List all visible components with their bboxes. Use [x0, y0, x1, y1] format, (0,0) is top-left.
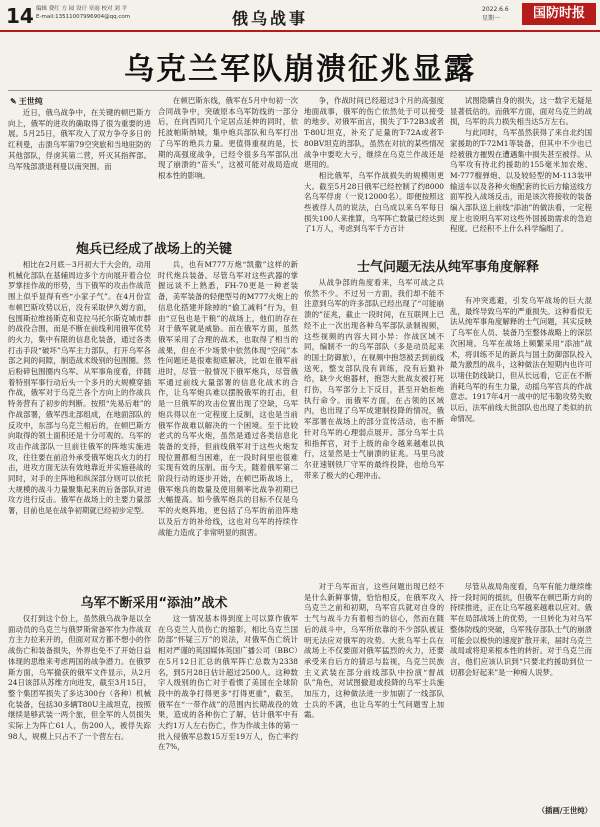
morale-col-1: 从战争部的角度看来，乌军可战之兵依然不少。不过另一方面，我们却不能不注意到乌军的许多部队已经出现了“可能崩溃的”征兆，截止一段时间，在互联网上已经不止一次出现各种乌军部队录制视频，这些视频的内容大同小异：作战区域不同，编制不一的乌军部队（多是动员起来的国土防御旅），在视频中抱怨被丢到前线送死，整支部队没有训练，没有后勤补给，缺少火炮器材，抱怨大批战友被打死打伤，乌军部分上下反目，甚至开始拒绝执行命令。而俄军方面，在占领的区域内，也出现了乌军成建制投降的情况，俄军部署在战场上的部分宣传活动，也不断针对乌军的心理弱点展开。部分乌军士兵和指挥官，对于上级的命令越来越难以执行，这显然是士气崩溃的征兆。马里乌波尔亚速钢铁厂守军的最终投降，也给乌军带来了极大的心理冲击。: [304, 278, 444, 480]
subheading-artillery: 炮兵已经成了战场上的关键: [75, 242, 232, 257]
article-headline: 乌克兰军队崩溃征兆显露: [124, 52, 476, 87]
article-signoff: （插画/王世纯）: [537, 806, 592, 815]
morale-col-4: 尽管从战局角度看，乌军有能力继续维持一段时间的抵抗，但俄军在顿巴斯方向的持续推进，正在让乌军越来越难以应对。俄军在局部战场上的优势，一旦转化为对乌军整体防线的突破，乌军残存部队士气的崩溃可能会以极快的速度扩散开来，届时乌克兰战局或将迎来根本性的转折。对于乌克兰而言，他们应该认识到“只要北约援助到位一切都会好起来”是一种痴人说梦。: [450, 582, 592, 677]
intro-col-4: 试图隐瞒自身的损失，这一数字无疑是显著低估的。而俄军方面，面对乌克兰的战损，乌军的兵力损失相当达5万左右。 与此同时，乌军虽然获得了来自北约国家援助的T-72M1等装备，但其中不少也已经被俄方摧毁在遭遇集中损失甚至被俘。从乌军攻有待北约援助的155毫米加农炮、M-777榴弹炮、以及较轻型的M-113装甲输送车以及各种火炮配套的长后方输送线方面军投入战场反击，而是该次将接收的装备编入部队送上前线“添油”的做法看，一定程度上也说明乌军对这些外国援助需求的急迫程度。已经积不上什么科学编组了。: [450, 96, 592, 234]
intro-col-2: 在顿巴斯东线，俄军在5月中旬初一次合同战争中，突破原本乌军防线的一部分后，在向西同几个定居点延伸的同时，依托波帕斯纳城，集中炮兵部队和乌军打出了乌军的绝兵力量。更值得重视的是，长期的高强度战争，已经令很多乌军部队出现了崩溃的“苗头”，这被可能对战局造成根本性的影响。: [158, 96, 298, 180]
weekday-text: 星期一: [482, 15, 501, 22]
tactics-col-1: 仅打到这个份上，虽然俄乌战争是以全面动员的乌克兰与俄罗斯常备军作为作战双方主力拉来开的，但面对双方都不想小的作战伤亡和装备损失，外界也免不了开始日益体现的思维来考虑两国的战争潜力。在俄罗斯方面，乌军撤获的俄军文件显示，从2月24日该部从苏维方向进发，截至3月15日，整个集团军损失了多达300台（各种）机械化装备，包括30多辆T80U主战坦克，按照继续是够武装一两个旅，但全军的人员损失实际上为阵亡61人，伤200人，被俘失踪98人，规模上只占不了一个营左右。: [8, 614, 151, 741]
artillery-col-2: 兵，也有M777万炮“凯撒”这样的新时代炮兵装备。尽管乌军对这些武器的掌握远谈不上熟悉，FH-70更是一种老装备，美军装备的轻便型号的M777火炮上的信息化搭建并除掉的“偷工减料”行为，但由“豆包也是干粮”的战场上，他们的存在对于俄军就是威胁。而在俄军方面，虽然俄军采用了合理的战术，也取得了相当的战果，但在不少场景中依然体现“空间”本性问题还是很难彻底解决，比如在俄军前进时，尽管一般情况下俄军炮兵，尽管俄军通过前线大量部署的信息化战术的合作，让乌军炮兵难以摆脱俄军的打击，但是一旦俄军的攻击位置出现了空缺，乌军炮兵得以在一定程度上反制，这也是当前俄军作战难以解决的一个困境。至于比较老式的乌军火炮，虽然是通过各类信息化装备的支持，但前线俄军对于这些火炮发现位置都相当困难，在一段时间里也很难实现有效的压制。而今天，随着俄军第二阶段行动的逐步开始，在顿巴斯战场上，俄军炮兵的数量及使用频率比战争初期已大幅提高。如今俄军炮兵的目标不仅是乌军的火炮阵地，更包括了乌军的前沿阵地以及后方的补给线，这也对乌军的持续作战能力造成了非常明显的损害。: [158, 260, 298, 537]
author-name: 王世纯: [18, 96, 43, 106]
editor-names: 编辑 费红 方 园 设计 章雨 校对 刘 平: [36, 6, 127, 12]
intro-col-1: 近日，俄乌战争中，在关键的顿巴斯方向上，俄军的进攻的确取得了很为重要的进展。5月25日，俄军攻入了双方争夺多日的红利曼，击溃乌军第79空突旅和当地驻防的其他部队，俘虏其第二营，歼灭其指挥部。乌军残部溃退利曼以南突围。而: [8, 108, 151, 171]
page-number: 14: [6, 4, 34, 28]
byline: [10, 96, 43, 107]
section-title: 俄乌战事: [232, 9, 309, 28]
editor-email: E-mail:13511007996904@qq.com: [36, 14, 131, 20]
headline-divider: [8, 90, 592, 91]
editor-credits: [36, 5, 130, 21]
pen-icon: ✎: [10, 96, 17, 106]
date-text: 2022.6.6: [482, 6, 509, 13]
morale-col-2: 有冲突逃避，引发乌军战场的巨大混乱，最终导致乌军的严重损失。这种看似无法从纯军事角度解释的士气问题，其实反映了乌军在人员、装备乃至整体战略上的深层次困境。乌军在战场上频繁采用“添油”战术，将训练不足的新兵与国土防御部队投入最为激烈的战斗，这种做法在短期内也许可以堵住防线缺口，但从长远看，它正在不断消耗乌军的有生力量，动摇乌军官兵的作战意志。1917年4月一战中的尼韦勒攻势失败以后，法军前线大批部队也出现了类似的抗命情况。: [450, 296, 592, 423]
morale-col-3: 对于乌军而言，这些问题出现已经不是什么新鲜事情，恰恰相反，在俄军攻入乌克兰之前和初期，乌军官兵就对自身的士气与战斗力有着相当的信心，然而在随后的战斗中，乌军所依靠的不少部队被证明无法应对俄军的攻势。大批乌军士兵在战场上不仅要面对俄军猛烈的火力，还要承受来自后方的猜忌与监视，乌克兰民族主义武装在部分前线部队中扮演“督战队”角色，对试图撤退或投降的乌军士兵施加压力，这种做法进一步加剧了一线部队士兵的不满，也让乌军的士气问题雪上加霜。: [304, 582, 444, 720]
subheading-morale: 士气问题无法从纯军事角度解释: [356, 260, 539, 275]
page-header: [0, 0, 600, 32]
issue-date: [482, 5, 509, 23]
newspaper-logo: 国防时报: [522, 3, 596, 25]
tactics-col-2: 这一情况基本得到度上可以算作俄军在乌克兰人员伤亡的缩影，相比乌克兰国防部“怀疑三万”的说法，对俄军伤亡统计相对严谨的英国媒体英国广播公司（BBC）在5月12日汇总的俄军阵亡总数为2338名，到5月28日估计超过2500人。这种数字人级别的伤亡对于看惯了美国在全球阶段中的战争打得更多“打得更重”，截至，俄军在“一带作战”的范围内长期战役的效果，造成的各种伤亡了解，估计俄军中有大约1万人左右伤亡，作为作战主体的第一批入侵俄军总数15万至19万人，伤亡率约在7%，: [158, 614, 298, 752]
subheading-tactics: 乌军不断采用“添油”战术: [80, 596, 228, 611]
artillery-col-1: 相比在2月底－3月初大于大会的，动用机械化部队在基辅周边多个方向展开着合位罗掌挂作战的形势，当下俄军的攻击作战范围上似乎显得有些“小家子气”。在4月份宣布顿巴斯攻势以后，没有采取伊久姆方面，包围斯拉维扬斯克和克拉马托尔斯克城市群的战役合围，而是不断在前线利用俄军优势的火力，集中有限的信息化装备，通过各类打击手段“破坏”乌军主力部队，打开乌军各部之间的间隙，制造战术级别的包围圈。然后粉碎包围圈内乌军。从军事角度看，伴随着特别军事行动后头一个多月的大规模穿插作战，俄军对于乌克兰各个方向上的作战兵特务营有了初步的判断。按照“先易后难”的作战部署，俄军西北部组成，在地面部队的反攻中，东部与乌克兰相后的，在顿巴斯方向取得的领土面积还是十分可观的。乌军的攻击作战部队一旦前往俄军的阵地实施进攻，往往要在前沿外承受俄军炮兵火力的打击，进攻方面无法有效地靠近并实施巷战的同时，对手的主阵地和纵深部分则可以依托大规模的战斗力量聚集起来的后备部队对进攻方进行反击。俄军在战场上的主要力量部署，目前也是在战争初期就已经初步定型。: [8, 260, 151, 516]
intro-col-3: 争，作战时间已经超过3个月的高强度地面战事，俄军的伤亡依然处于可以接受的地步。对俄军而言，损失了T-72B3或者T-80U坦克，补充了足量的T-72A或者T-80BV坦克的部队，虽然在对抗的某些情况战争中要吃大亏，继续在乌克兰作战还是堪用的。 相比俄军，乌军作战损失的规模则更大。截至5月28日俄军已经控制了约8000名乌军俘虏（一说12000名）。即便按照这些被俘人员的说法，白乌成以来乌军每日损失100人来推算，乌军阵亡数量已经达到了1万人，考虑到乌军千方百计: [304, 96, 444, 234]
